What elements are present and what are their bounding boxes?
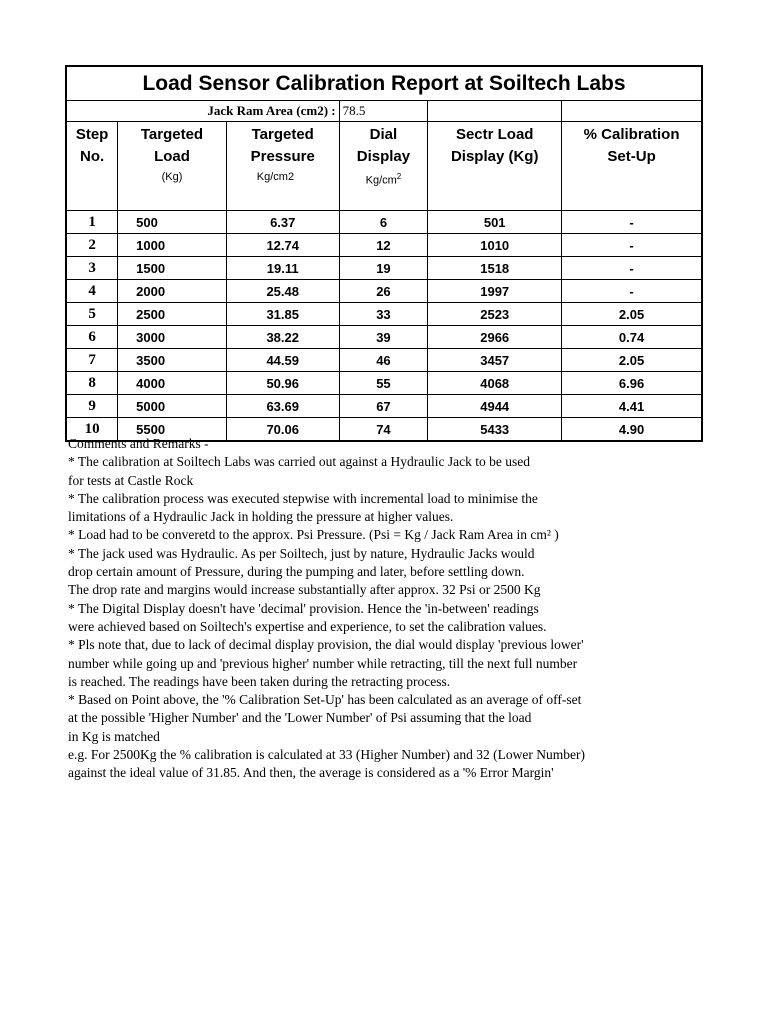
sectr-load-cell: 5433 (428, 418, 562, 442)
calibration-cell: 4.90 (562, 418, 702, 442)
comment-line: * Based on Point above, the '% Calibration Set-Up' has been calculated as an average of off-set (68, 692, 582, 708)
sectr-load-cell: 501 (428, 211, 562, 234)
calibration-cell: - (562, 280, 702, 303)
dial-display-cell: 67 (339, 395, 428, 418)
table-row (66, 372, 702, 395)
table-row (66, 326, 702, 349)
comment-line: * The jack used was Hydraulic. As per Soiltech, just by nature, Hydraulic Jacks would (68, 545, 535, 561)
targeted-load-cell: 500 (118, 211, 227, 234)
targeted-load-cell: 3000 (118, 326, 227, 349)
table-row (66, 349, 702, 372)
jack-ram-area-value: 78.5 (339, 101, 428, 122)
comment-line: in Kg is matched (68, 728, 160, 744)
targeted-load-cell: 2000 (118, 280, 227, 303)
targeted-pressure-cell: 19.11 (226, 257, 339, 280)
step-cell: 6 (66, 326, 118, 349)
targeted-load-cell: 1000 (118, 234, 227, 257)
targeted-load-cell: 4000 (118, 372, 227, 395)
empty-cell (428, 101, 562, 122)
comment-line: were achieved based on Soiltech's expertise and experience, to set the calibration values. (68, 618, 547, 634)
dial-display-cell: 74 (339, 418, 428, 442)
calibration-cell: 4.41 (562, 395, 702, 418)
targeted-pressure-cell: 6.37 (226, 211, 339, 234)
step-cell: 10 (66, 418, 118, 442)
calibration-cell: - (562, 234, 702, 257)
empty-cell (562, 101, 702, 122)
header-sectr-line1: Sectr Load (455, 126, 534, 143)
header-targeted-pressure (226, 122, 339, 211)
sectr-load-cell: 2966 (428, 326, 562, 349)
step-cell: 2 (66, 234, 118, 257)
targeted-pressure-cell: 31.85 (226, 303, 339, 326)
comment-line: at the possible 'Higher Number' and the 'Lower Number' of Psi assuming that the load (68, 710, 532, 726)
targeted-load-cell: 1500 (118, 257, 227, 280)
dial-display-cell: 33 (339, 303, 428, 326)
targeted-load-cell: 5000 (118, 395, 227, 418)
table-row (66, 211, 702, 234)
step-cell: 8 (66, 372, 118, 395)
sectr-load-cell: 3457 (428, 349, 562, 372)
comments-heading: Comments and Remarks - (68, 436, 209, 451)
comment-line: The drop rate and margins would increase substantially after approx. 32 Psi or 2500 Kg (68, 582, 541, 598)
sectr-load-cell: 4944 (428, 395, 562, 418)
targeted-load-cell: 5500 (118, 418, 227, 442)
comments-section (68, 435, 708, 783)
header-dial-unit-superscript: 2 (396, 172, 402, 181)
targeted-pressure-cell: 12.74 (226, 234, 339, 257)
comment-line: number while going up and 'previous higher' number while retracting, till the next full number (68, 655, 578, 671)
header-dial-line1: Dial (369, 126, 398, 143)
table-row (66, 395, 702, 418)
header-targeted-load (118, 122, 227, 211)
header-load-line2: Load (154, 148, 190, 165)
header-dial-unit: Kg/cm (365, 174, 397, 187)
dial-display-cell: 19 (339, 257, 428, 280)
sectr-load-cell: 1518 (428, 257, 562, 280)
calibration-cell: - (562, 211, 702, 234)
header-load-unit: (Kg) (161, 171, 183, 183)
table-row (66, 303, 702, 326)
comment-line: * The Digital Display doesn't have 'decimal' provision. Hence the 'in-between' readings (68, 600, 539, 616)
targeted-pressure-cell: 63.69 (226, 395, 339, 418)
header-pressure-line1: Targeted (251, 126, 314, 143)
header-sectr-line2: Display (Kg) (450, 148, 539, 165)
sectr-load-cell: 1010 (428, 234, 562, 257)
calibration-table (65, 65, 703, 442)
dial-display-cell: 26 (339, 280, 428, 303)
header-pressure-line2: Pressure (250, 148, 315, 165)
comment-line: limitations of a Hydraulic Jack in holding the pressure at higher values. (68, 509, 454, 525)
sectr-load-cell: 4068 (428, 372, 562, 395)
calibration-cell: 2.05 (562, 303, 702, 326)
comment-line: for tests at Castle Rock (68, 472, 194, 488)
jack-ram-area-row (66, 101, 702, 122)
header-calibration (562, 122, 702, 211)
targeted-pressure-cell: 44.59 (226, 349, 339, 372)
report-title: Load Sensor Calibration Report at Soiltech Labs (66, 66, 702, 101)
dial-display-cell: 12 (339, 234, 428, 257)
header-dial-line2: Display (356, 148, 411, 165)
sectr-load-cell: 1997 (428, 280, 562, 303)
comment-line: e.g. For 2500Kg the % calibration is calculated at 33 (Higher Number) and 32 (Lower Number) (68, 747, 585, 763)
dial-display-cell: 55 (339, 372, 428, 395)
comment-line: * Load had to be converetd to the approx. Psi Pressure. (Psi = Kg / Jack Ram Area in cm² ) (68, 527, 559, 543)
comment-line: * Pls note that, due to lack of decimal display provision, the dial would display 'previous lower' (68, 637, 584, 653)
header-step-line2: No. (80, 148, 105, 165)
table-body (66, 211, 702, 442)
step-cell: 3 (66, 257, 118, 280)
dial-display-cell: 6 (339, 211, 428, 234)
comment-line: against the ideal value of 31.85. And then, the average is considered as a '% Error Margin' (68, 765, 554, 781)
header-load-line1: Targeted (140, 126, 204, 143)
comment-line: drop certain amount of Pressure, during the pumping and later, before settling down. (68, 564, 525, 580)
table-row (66, 257, 702, 280)
step-cell: 7 (66, 349, 118, 372)
targeted-pressure-cell: 70.06 (226, 418, 339, 442)
table-row (66, 234, 702, 257)
comment-line: * The calibration at Soiltech Labs was carried out against a Hydraulic Jack to be used (68, 454, 530, 470)
comment-line: is reached. The readings have been taken during the retracting process. (68, 673, 451, 689)
header-sectr-load (428, 122, 562, 211)
header-step-line1: Step (75, 126, 109, 143)
header-step (66, 122, 118, 211)
step-cell: 1 (66, 211, 118, 234)
header-pressure-unit: Kg/cm2 (256, 171, 295, 183)
step-cell: 5 (66, 303, 118, 326)
calibration-cell: 6.96 (562, 372, 702, 395)
dial-display-cell: 46 (339, 349, 428, 372)
calibration-cell: - (562, 257, 702, 280)
comment-line: * The calibration process was executed stepwise with incremental load to minimise the (68, 490, 538, 506)
targeted-pressure-cell: 38.22 (226, 326, 339, 349)
jack-ram-area-label: Jack Ram Area (cm2) : (66, 101, 339, 122)
step-cell: 4 (66, 280, 118, 303)
targeted-load-cell: 2500 (118, 303, 227, 326)
dial-display-cell: 39 (339, 326, 428, 349)
header-dial-unit-wrap (340, 168, 428, 190)
targeted-pressure-cell: 25.48 (226, 280, 339, 303)
header-calib-line2: Set-Up (607, 148, 656, 165)
header-row (66, 122, 702, 211)
table-row (66, 280, 702, 303)
targeted-pressure-cell: 50.96 (226, 372, 339, 395)
sectr-load-cell: 2523 (428, 303, 562, 326)
targeted-load-cell: 3500 (118, 349, 227, 372)
header-dial-display (339, 122, 428, 211)
calibration-cell: 0.74 (562, 326, 702, 349)
calibration-cell: 2.05 (562, 349, 702, 372)
header-calib-line1: % Calibration (583, 126, 680, 143)
step-cell: 9 (66, 395, 118, 418)
